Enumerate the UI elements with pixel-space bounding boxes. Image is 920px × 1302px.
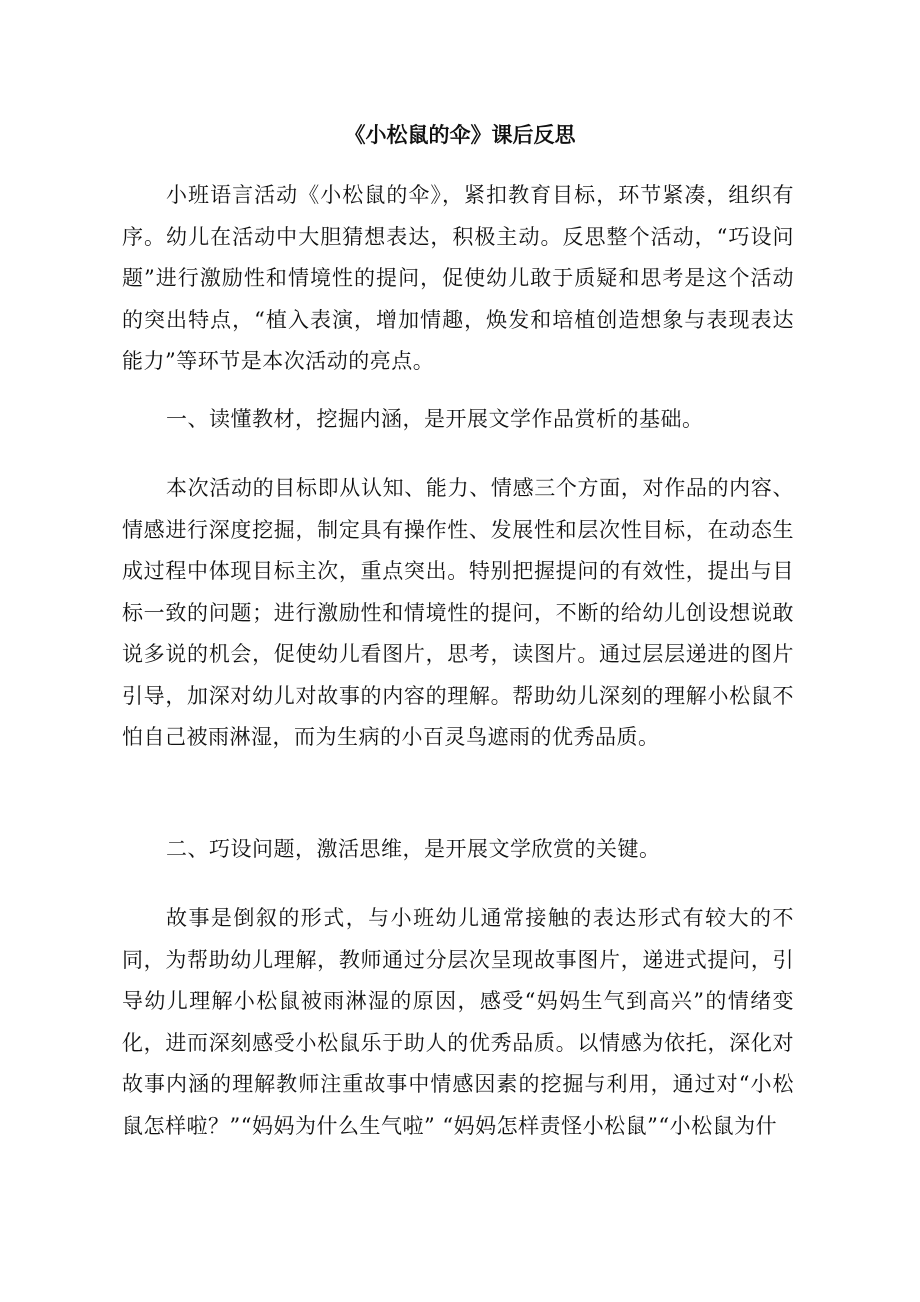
paragraph-section-2: 故事是倒叙的形式，与小班幼儿通常接触的表达形式有较大的不同，为帮助幼儿理解，教师通过分层次呈现故事图片，递进式提问，引导幼儿理解小松鼠被雨淋湿的原因，感受“妈妈生气到高兴”的情绪变化，进而深刻感受小松鼠乐于助人的优秀品质。以情感为依托，深化对故事内涵的理解教师注重故事中情感因素的挖掘与利用，通过对“小松鼠怎样啦？”“妈妈为什么生气啦” “妈妈怎样责怪小松鼠”“小松鼠为什: [122, 906, 794, 1138]
paragraph-intro: 小班语言活动《小松鼠的伞》，紧扣教育目标，环节紧凑，组织有序。幼儿在活动中大胆猜想表达，积极主动。反思整个活动，“巧设问题”进行激励性和情境性的提问，促使幼儿敢于质疑和思考是这个活动的突出特点，“植入表演，增加情趣，焕发和培植创造想象与表现表达能力”等环节是本次活动的亮点。: [122, 183, 794, 373]
section-heading-2: 二、巧设问题，激活思维，是开展文学欣赏的关键。: [166, 837, 661, 861]
document-title: 《小松鼠的伞》课后反思: [344, 123, 576, 147]
paragraph-section-1: 本次活动的目标即从认知、能力、情感三个方面，对作品的内容、情感进行深度挖掘，制定具有操作性、发展性和层次性目标，在动态生成过程中体现目标主次，重点突出。特别把握提问的有效性，提出与目标一致的问题；进行激励性和情境性的提问，不断的给幼儿创设想说敢说多说的机会，促使幼儿看图片，思考，读图片。通过层层递进的图片引导，加深对幼儿对故事的内容的理解。帮助幼儿深刻的理解小松鼠不怕自己被雨淋湿，而为生病的小百灵鸟遮雨的优秀品质。: [122, 476, 794, 749]
section-heading-1: 一、读懂教材，挖掘内涵，是开展文学作品赏析的基础。: [166, 407, 704, 431]
